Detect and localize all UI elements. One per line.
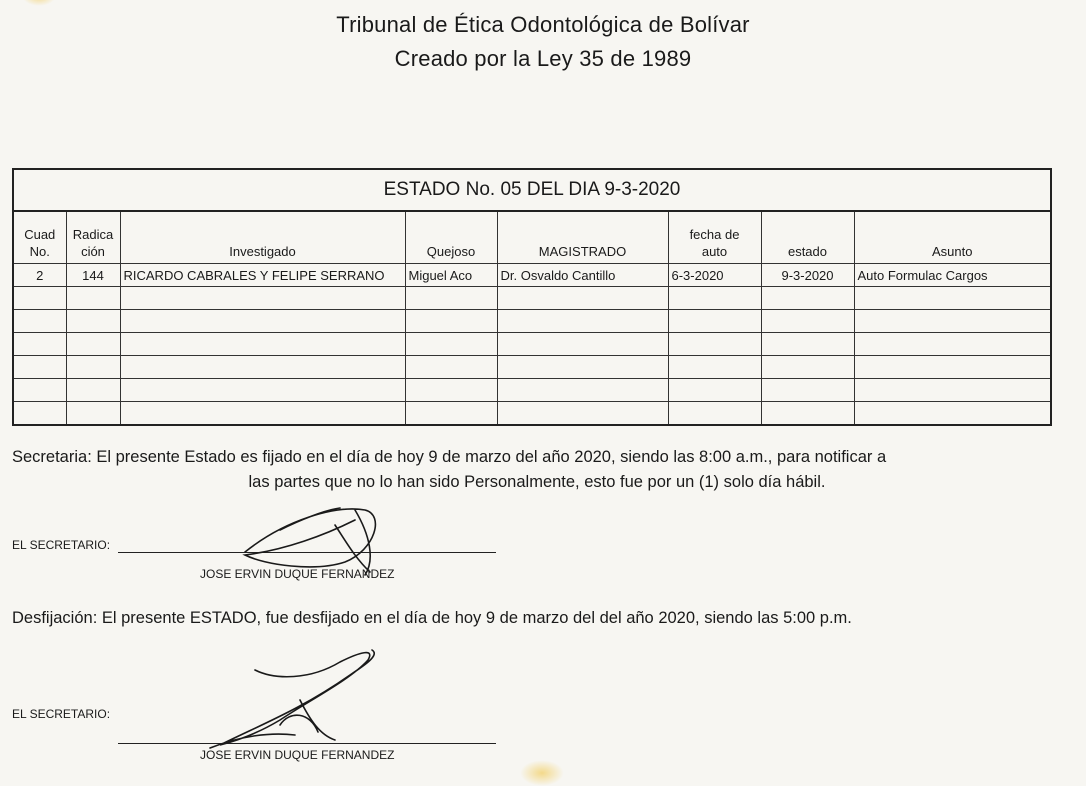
table-cell [66,287,120,310]
secretary-label: EL SECRETARIO: [12,538,111,552]
table-cell [13,402,66,426]
paper-smudge [22,0,56,6]
table-cell [761,287,854,310]
column-header: Cuad No. [13,211,66,264]
table-cell [854,287,1051,310]
table-cell [668,356,761,379]
table-cell [668,333,761,356]
table-cell [405,379,497,402]
column-header: estado [761,211,854,264]
table-cell [761,402,854,426]
table-cell: RICARDO CABRALES Y FELIPE SERRANO [120,264,405,287]
table-cell [66,333,120,356]
table-caption: ESTADO No. 05 DEL DIA 9-3-2020 [13,169,1051,211]
table-cell [497,356,668,379]
column-header: Investigado [120,211,405,264]
table-cell: 2 [13,264,66,287]
table-cell: 144 [66,264,120,287]
table-cell [66,310,120,333]
table-cell [120,379,405,402]
table-cell [854,333,1051,356]
table-cell [120,310,405,333]
table-cell [13,379,66,402]
table-cell [405,287,497,310]
handwritten-signature [200,640,400,760]
estado-table [12,168,1052,426]
document-subtitle: Creado por la Ley 35 de 1989 [394,46,692,71]
column-header: fecha de auto [668,211,761,264]
table-cell [405,402,497,426]
table-cell [854,310,1051,333]
table-cell [120,402,405,426]
table-row [13,287,1051,310]
document-title: Tribunal de Ética Odontológica de Bolívar [336,12,750,37]
table-cell [497,310,668,333]
table-cell [13,287,66,310]
secretaria-paragraph-line2: las partes que no lo han sido Personalmente, esto fue por un (1) solo día hábil. [248,473,826,491]
table-cell [13,333,66,356]
table-cell [66,356,120,379]
secretary-name: JOSE ERVIN DUQUE FERNANDEZ [200,748,395,762]
column-header: Quejoso [405,211,497,264]
secretary-label: EL SECRETARIO: [12,707,111,721]
table-cell [120,333,405,356]
table-cell [405,333,497,356]
table-cell: Auto Formulac Cargos [854,264,1051,287]
table-cell [761,310,854,333]
column-header: Radica ción [66,211,120,264]
table-cell [497,287,668,310]
table-cell [854,402,1051,426]
table-row [13,333,1051,356]
table-row [13,310,1051,333]
table-cell: Dr. Osvaldo Cantillo [497,264,668,287]
table-cell: 6-3-2020 [668,264,761,287]
table-cell [854,379,1051,402]
table-row [13,264,1051,287]
table-cell [120,287,405,310]
table-cell [668,402,761,426]
column-header: Asunto [854,211,1051,264]
table-cell [120,356,405,379]
desfijacion-paragraph: Desfijación: El presente ESTADO, fue desfijado en el día de hoy 9 de marzo del del año 2020, siendo las 5:00 p.m. [12,609,852,627]
table-header-row [13,211,1051,264]
table-row [13,402,1051,426]
table-cell [66,379,120,402]
table-cell: Miguel Aco [405,264,497,287]
table-cell [668,287,761,310]
table-cell [66,402,120,426]
table-row [13,379,1051,402]
secretaria-paragraph-line1: Secretaria: El presente Estado es fijado en el día de hoy 9 de marzo del año 2020, siendo las 8:00 a.m., para notificar a [12,448,887,466]
table-cell [497,402,668,426]
secretary-name: JOSE ERVIN DUQUE FERNANDEZ [200,567,395,581]
table-cell [497,379,668,402]
table-cell: 9-3-2020 [761,264,854,287]
table-cell [668,379,761,402]
table-row [13,356,1051,379]
table-cell [761,356,854,379]
table-cell [854,356,1051,379]
column-header: MAGISTRADO [497,211,668,264]
table-cell [761,333,854,356]
table-cell [497,333,668,356]
table-cell [668,310,761,333]
handwritten-signature [225,480,405,580]
table-cell [13,356,66,379]
table-cell [405,356,497,379]
paper-smudge [520,760,564,786]
table-cell [13,310,66,333]
table-cell [405,310,497,333]
table-cell [761,379,854,402]
